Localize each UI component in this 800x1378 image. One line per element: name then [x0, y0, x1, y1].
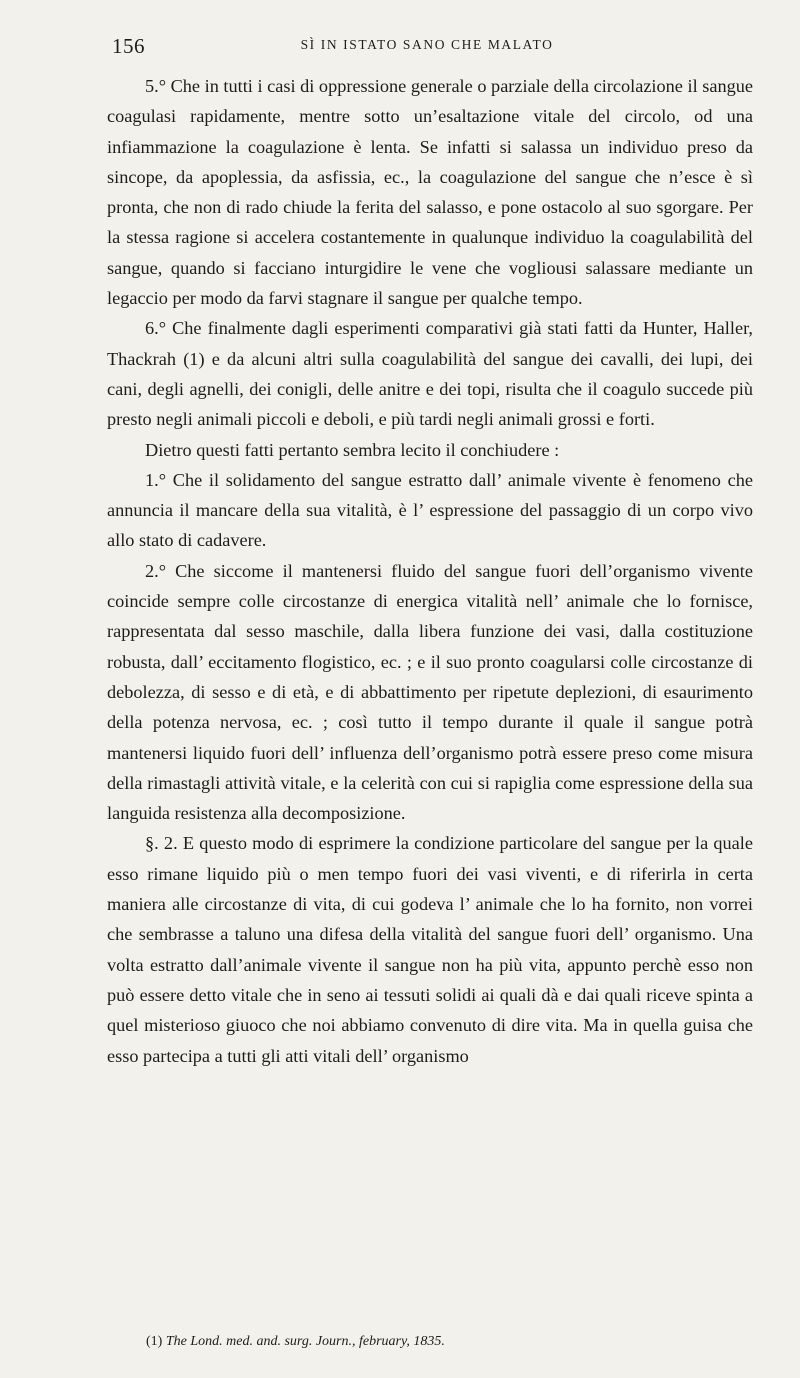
- body-text: [107, 71, 753, 1071]
- running-title: SÌ IN ISTATO SANO CHE MALATO: [300, 37, 554, 52]
- footnote-marker: (1): [146, 1334, 163, 1349]
- footnote: [146, 1333, 746, 1351]
- paragraph-point-6: 6.° Che finalmente dagli esperimenti comparativi già stati fatti da Hunter, Haller, Thackrah (1) e da alcuni altri sulla coagulabilità del sangue dei cavalli, dei lupi, dei cani, degli agnelli, dei conigli, delle anitre e dei topi, risulta che il coagulo succede più presto negli animali piccoli e deboli, e più tardi negli animali grossi e forti.: [107, 318, 753, 430]
- paragraph-section-2: §. 2. E questo modo di esprimere la condizione particolare del sangue per la quale esso rimane liquido più o men tempo fuori dei vasi viventi, e di riferirla in certa maniera alle circostanze di vita, di cui godeva l’ animale che lo ha fornito, non vorrei che sembrasse a taluno una difesa della vitalità del sangue fuori dell’ organismo. Una volta estratto dall’animale vivente il sangue non ha più vita, appunto perchè esso non può essere detto vitale che in seno ai tessuti solidi ai quali dà e dai quali riceve spinta a quel misterioso giuoco che noi abbiamo convenuto di dire vita. Ma in quella guisa che esso partecipa a tutti gli atti vitali dell’ organismo: [107, 833, 753, 1066]
- paragraph-point-5: 5.° Che in tutti i casi di oppressione generale o parziale della circolazione il sangue coagulasi rapidamente, mentre sotto un’esaltazione vitale del circolo, od una infiammazione la coagulazione è lenta. Se infatti si salassa un individuo preso da sincope, da apoplessia, da asfissia, ec., la coagulazione del sangue che n’esce è sì pronta, che non di rado chiude la ferita del salasso, e pone ostacolo al suo sgorgare. Per la stessa ragione si accelera costantemente in qualunque individuo la coagulabilità del sangue, quando si facciano inturgidire le vene che vogliousi salassare mediante un legaccio per modo da farvi stagnare il sangue per qualche tempo.: [107, 76, 753, 309]
- paragraph-conclusion-1: 1.° Che il solidamento del sangue estratto dall’ animale vivente è fenomeno che annuncia il mancare della sua vitalità, è l’ espressione del passaggio di un corpo vivo allo stato di cadavere.: [107, 469, 753, 551]
- page-number: 156: [112, 34, 145, 58]
- footnote-date: , february, 1835.: [351, 1334, 445, 1349]
- paragraph-conclusion-intro: Dietro questi fatti pertanto sembra lecito il conchiudere :: [145, 439, 560, 460]
- paragraph-conclusion-2: 2.° Che siccome il mantenersi fluido del sangue fuori dell’organismo vivente coincide sempre colle circostanze di energica vitalità nell’ animale che lo fornisce, rappresentata dal sesso maschile, dalla libera funzione dei vasi, dalla costituzione robusta, dall’ eccitamento flogistico, ec. ; e il suo pronto coagularsi colle circostanze di debolezza, di sesso e di età, e di abbattimento per ripetute deplezioni, di esaurimento della potenza nervosa, ec. ; così tutto il tempo durante il quale il sangue potrà mantenersi liquido fuori dell’ influenza dell’organismo potrà essere preso come misura della rimastagli attività vitale, e la celerità con cui si rapiglia come espressione della sua languida resistenza alla decomposizione.: [107, 560, 753, 824]
- footnote-journal-title: The Lond. med. and. surg. Journ.: [165, 1334, 352, 1349]
- running-header: [112, 34, 742, 58]
